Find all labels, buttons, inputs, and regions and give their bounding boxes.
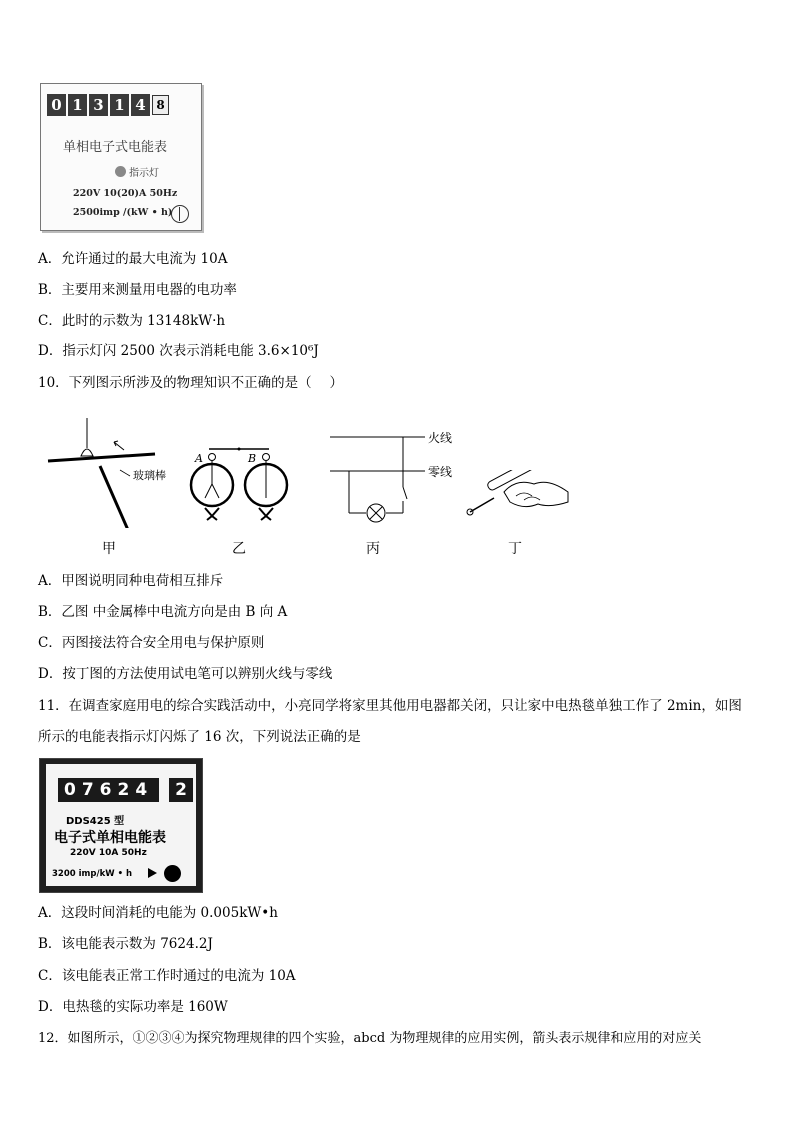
meter-decimal-digit: 2 — [169, 778, 193, 802]
meter-digit: 3 — [89, 94, 108, 116]
q11-stem-line1: 11．在调查家庭用电的综合实践活动中，小亮同学将家里其他用电器都关闭，只让家中电热毯单独工作了 2min，如图 — [38, 698, 742, 714]
meter-rating: 220V 10A 50Hz — [70, 848, 147, 858]
q10-option-a: A．甲图说明同种电荷相互排斥 — [38, 573, 224, 589]
q9-option-b: B．主要用来测量用电器的电功率 — [38, 282, 237, 298]
rod-holder — [81, 449, 93, 456]
figure-caption-jia: 甲 — [102, 541, 116, 557]
figure-yi-electroscopes — [185, 440, 295, 525]
meter-counter — [47, 94, 169, 116]
meter-mark-icon — [171, 205, 189, 223]
meter-face — [46, 764, 196, 886]
q10-option-b: B．乙图 中金属棒中电流方向是由 B 向 A — [38, 604, 288, 620]
electroscope-a-label: A — [195, 452, 203, 465]
meter-indicator — [115, 164, 159, 179]
switch — [403, 487, 407, 499]
meter-spec-rating: 220V 10(20)A 50Hz — [73, 188, 178, 199]
meter-digit: 1 — [68, 94, 87, 116]
label-pointer — [120, 470, 130, 476]
neutral-wire-label: 零线 — [428, 465, 453, 479]
figure-bing-circuit — [325, 425, 465, 525]
electric-meter-figure-1 — [40, 83, 202, 231]
indicator-light-icon — [164, 865, 181, 882]
meter-spec-constant: 2500imp /(kW • h) — [73, 207, 173, 218]
meter-title: 单相电子式电能表 — [63, 140, 168, 155]
electroscope-a-leaf — [205, 484, 212, 498]
q11-option-c: C．该电能表正常工作时通过的电流为 10A — [38, 968, 296, 984]
meter-model: DDS425 型 — [66, 816, 125, 827]
figure-caption-ding: 丁 — [508, 541, 522, 557]
figure-caption-bing: 丙 — [366, 541, 380, 557]
figure-jia-charged-rods — [40, 418, 200, 528]
live-wire-label: 火线 — [428, 431, 453, 445]
q11-option-a: A．这段时间消耗的电能为 0.005kW•h — [38, 905, 278, 921]
arrow-right-icon — [148, 868, 157, 878]
q11-stem-line2: 所示的电能表指示灯闪烁了 16 次，下列说法正确的是 — [38, 729, 361, 745]
q9-option-a: A．允许通过的最大电流为 10A — [38, 251, 228, 267]
q9-option-d: D．指示灯闪 2500 次表示消耗电能 3.6×10⁶J — [38, 343, 319, 359]
figure-ding-test-pen — [464, 470, 574, 520]
meter-main-digits: 07624 — [58, 778, 159, 802]
test-pen-tip — [470, 498, 494, 512]
electroscope-a-leaf — [212, 484, 219, 498]
q10-stem: 10．下列图示所涉及的物理知识不正确的是（ ） — [38, 375, 343, 391]
q12-stem: 12．如图所示，①②③④为探究物理规律的四个实验，abcd 为物理规律的应用实例，箭头表示规律和应用的对应关 — [38, 1031, 702, 1046]
meter-decimal-digit: 8 — [152, 95, 169, 115]
indicator-light-icon — [115, 166, 126, 177]
q11-option-d: D．电热毯的实际功率是 160W — [38, 999, 228, 1015]
meter-constant: 3200 imp/kW • h — [52, 869, 133, 879]
q11-option-b: B．该电能表示数为 7624.2J — [38, 936, 213, 952]
figure-caption-yi: 乙 — [232, 541, 246, 557]
meter-digit: 1 — [110, 94, 129, 116]
electroscope-a-ball — [209, 454, 216, 461]
q10-option-d: D．按丁图的方法使用试电笔可以辨别火线与零线 — [38, 666, 333, 682]
electroscope-b-label: B — [248, 452, 257, 465]
electroscope-b-stand — [259, 508, 273, 520]
test-pen-body — [486, 470, 545, 491]
meter-title: 电子式单相电能表 — [54, 830, 166, 846]
indicator-label: 指示灯 — [129, 168, 159, 179]
q10-option-c: C．丙图接法符合安全用电与保护原则 — [38, 635, 265, 651]
hand-icon — [504, 482, 568, 506]
electroscope-a-stand — [205, 508, 219, 520]
q9-option-c: C．此时的示数为 13148kW·h — [38, 313, 226, 329]
held-glass-rod — [100, 466, 128, 528]
glass-rod-label: 玻璃棒 — [133, 469, 166, 482]
meter-digit: 0 — [47, 94, 66, 116]
meter-digit: 4 — [131, 94, 150, 116]
electroscope-b-ball — [263, 454, 270, 461]
electric-meter-figure-2 — [39, 758, 203, 893]
meter-counter — [58, 778, 193, 802]
suspended-glass-rod — [48, 454, 155, 461]
